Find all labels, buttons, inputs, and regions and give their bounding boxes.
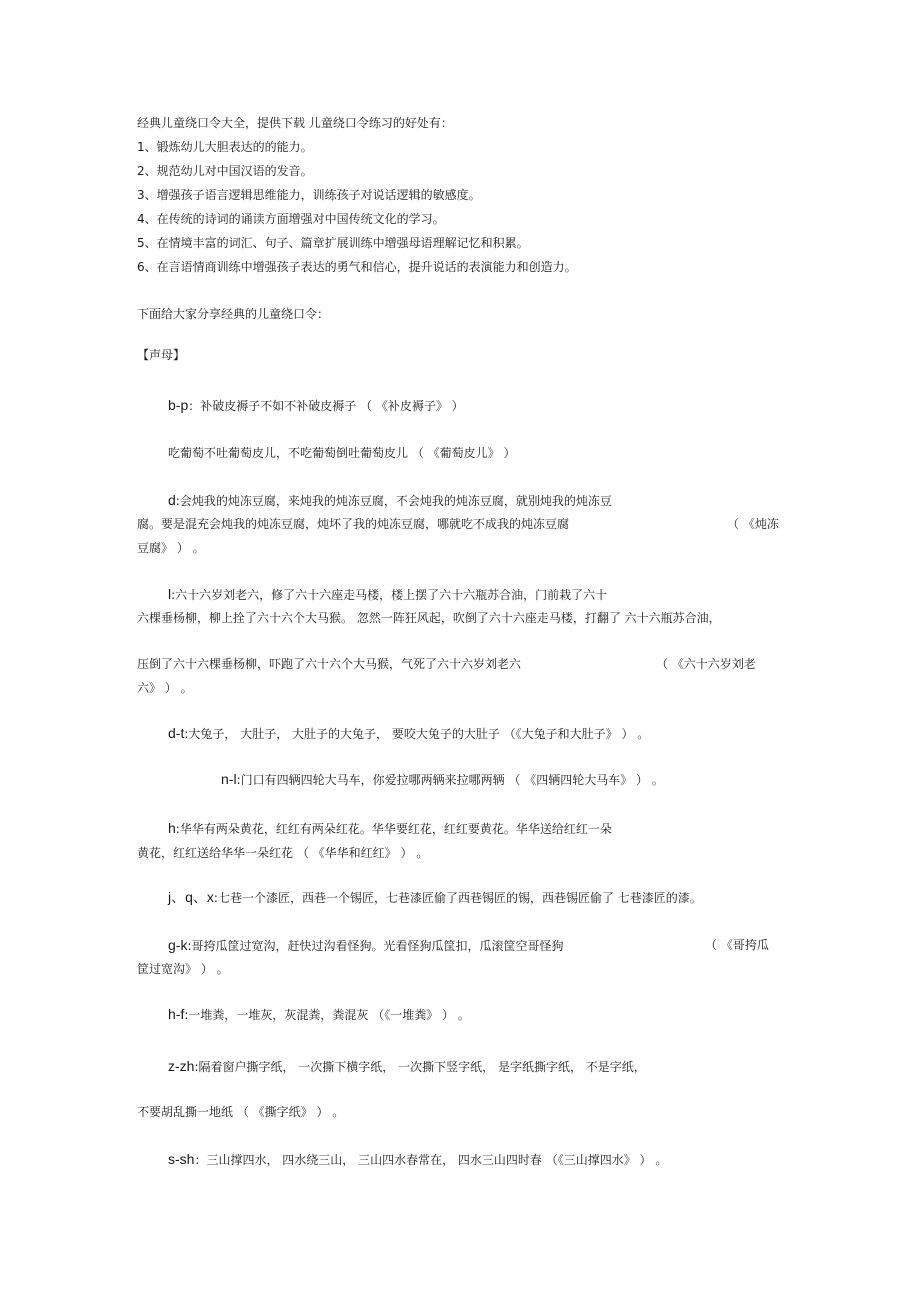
twister-label: d: [168, 492, 176, 508]
twister-text: :七巷一个漆匠，西巷一个锡匠，七巷漆匠偷了西巷锡匠的锡，西巷锡匠偷了 七巷漆匠的漆。: [213, 891, 702, 905]
twister-label: s-sh: [168, 1151, 195, 1167]
twister-text: ：补破皮褥子不如不补破皮褥子 （ 《补皮褥子》 ）: [188, 399, 464, 413]
benefit-item: 3、增强孩子语言逻辑思维能力，训练孩子对说话逻辑的敏感度。: [137, 188, 481, 202]
twister-text: :六十六岁刘老六，修了六十六座走马楼，楼上摆了六十六瓶苏合油，门前栽了六十: [171, 588, 608, 602]
twister-l-line1: [168, 586, 607, 603]
twister-l-line2: 六棵垂杨柳，柳上拴了六十六个大马猴。 忽然一阵狂风起，吹倒了六十六座走马楼，打翻了 六十六瓶苏合油，: [137, 611, 721, 625]
twister-gk-ref: （ 《哥挎瓜: [705, 938, 769, 952]
twister-text: :华华有两朵黄花，红红有两朵红花。华华要红花，红红要黄花。华华送给红红一朵: [175, 822, 612, 836]
twister-label: h: [168, 820, 176, 836]
benefit-item: 6、在言语情商训练中增强孩子表达的勇气和信心，提升说话的表演能力和创造力。: [137, 260, 577, 274]
twister-hf: [168, 1006, 470, 1023]
twister-label: d-t: [168, 725, 185, 741]
twister-l-ref: （ 《六十六岁刘老: [656, 657, 756, 671]
twister-text: :哥挎瓜筐过宽沟，赶快过沟看怪狗。光看怪狗瓜筐扣，瓜滚筐空哥怪狗: [187, 939, 564, 953]
twister-ssh: [168, 1151, 667, 1168]
twister-bp: [168, 397, 464, 414]
twister-dt: [168, 725, 649, 742]
twister-text: ：三山撑四水， 四水绕三山， 三山四水春常在， 四水三山四时春 （《三山撑四水》 ） 。: [194, 1153, 668, 1167]
twister-text: :门口有四辆四轮大马车，你爱拉哪两辆来拉哪两辆 （ 《四辆四轮大马车》 ） 。: [236, 773, 664, 787]
twister-nl: [221, 771, 664, 788]
benefit-item: 4、在传统的诗词的诵读方面增强对中国传统文化的学习。: [137, 212, 445, 226]
section-heading: 【声母】: [137, 348, 186, 362]
twister-text: :隔着窗户撕字纸， 一次撕下横字纸， 一次撕下竖字纸， 是字纸撕字纸， 不是字纸，: [194, 1060, 646, 1074]
twister-label: j、q、x: [168, 889, 214, 905]
twister-label: z-zh: [168, 1058, 195, 1074]
twister-label: h-f: [168, 1006, 185, 1022]
twister-label: n-l: [221, 771, 237, 787]
twister-d-line1: [168, 492, 612, 509]
twister-label: b-p: [168, 397, 189, 413]
twister-zzh-line1: [168, 1058, 646, 1075]
twister-h-line1: [168, 820, 612, 837]
share-intro: 下面给大家分享经典的儿童绕口令：: [137, 307, 330, 321]
intro-title: 经典儿童绕口令大全，提供下载 儿童绕口令练习的好处有：: [137, 116, 453, 130]
twister-text: :一堆粪，一堆灰，灰混粪，粪混灰 （《一堆粪》 ） 。: [184, 1008, 470, 1022]
twister-zzh-line2: 不要胡乱撕一地纸 （ 《撕字纸》 ） 。: [137, 1105, 345, 1119]
twister-label: g-k: [168, 937, 188, 953]
twister-label: l: [168, 586, 172, 602]
twister-text: :大兔子， 大肚子， 大肚子的大兔子， 要咬大兔子的大肚子 （《大兔子和大肚子》 ） 。: [184, 727, 650, 741]
twister-l-line4: 六》 ） 。: [137, 681, 193, 695]
twister-jqx: [168, 889, 702, 906]
twister-text: :会炖我的炖冻豆腐，来炖我的炖冻豆腐，不会炖我的炖冻豆腐，就别炖我的炖冻豆: [175, 494, 612, 508]
twister-grape: 吃葡萄不吐葡萄皮儿，不吃葡萄倒吐葡萄皮儿 （ 《葡萄皮儿》 ）: [168, 446, 516, 460]
benefit-item: 2、规范幼儿对中国汉语的发音。: [137, 164, 313, 178]
twister-gk-line2: 筐过宽沟》 ） 。: [137, 962, 229, 976]
twister-l-line3: 压倒了六十六棵垂杨柳，吓跑了六十六个大马猴，气死了六十六岁刘老六: [137, 657, 522, 671]
benefit-item: 5、在情境丰富的词汇、句子、篇章扩展训练中增强母语理解记忆和积累。: [137, 236, 529, 250]
twister-d-line2: 腐。要是混充会炖我的炖冻豆腐，炖坏了我的炖冻豆腐，哪就吃不成我的炖冻豆腐: [137, 517, 570, 531]
twister-h-line2: 黄花，红红送给华华一朵红花 （ 《华华和红红》 ） 。: [137, 846, 429, 860]
twister-d-line3: 豆腐》 ） 。: [137, 541, 205, 555]
twister-d-ref: （ 《炖冻: [727, 517, 779, 531]
twister-gk-line1: [168, 937, 564, 954]
benefit-item: 1、锻炼幼儿大胆表达的的能力。: [137, 140, 313, 154]
